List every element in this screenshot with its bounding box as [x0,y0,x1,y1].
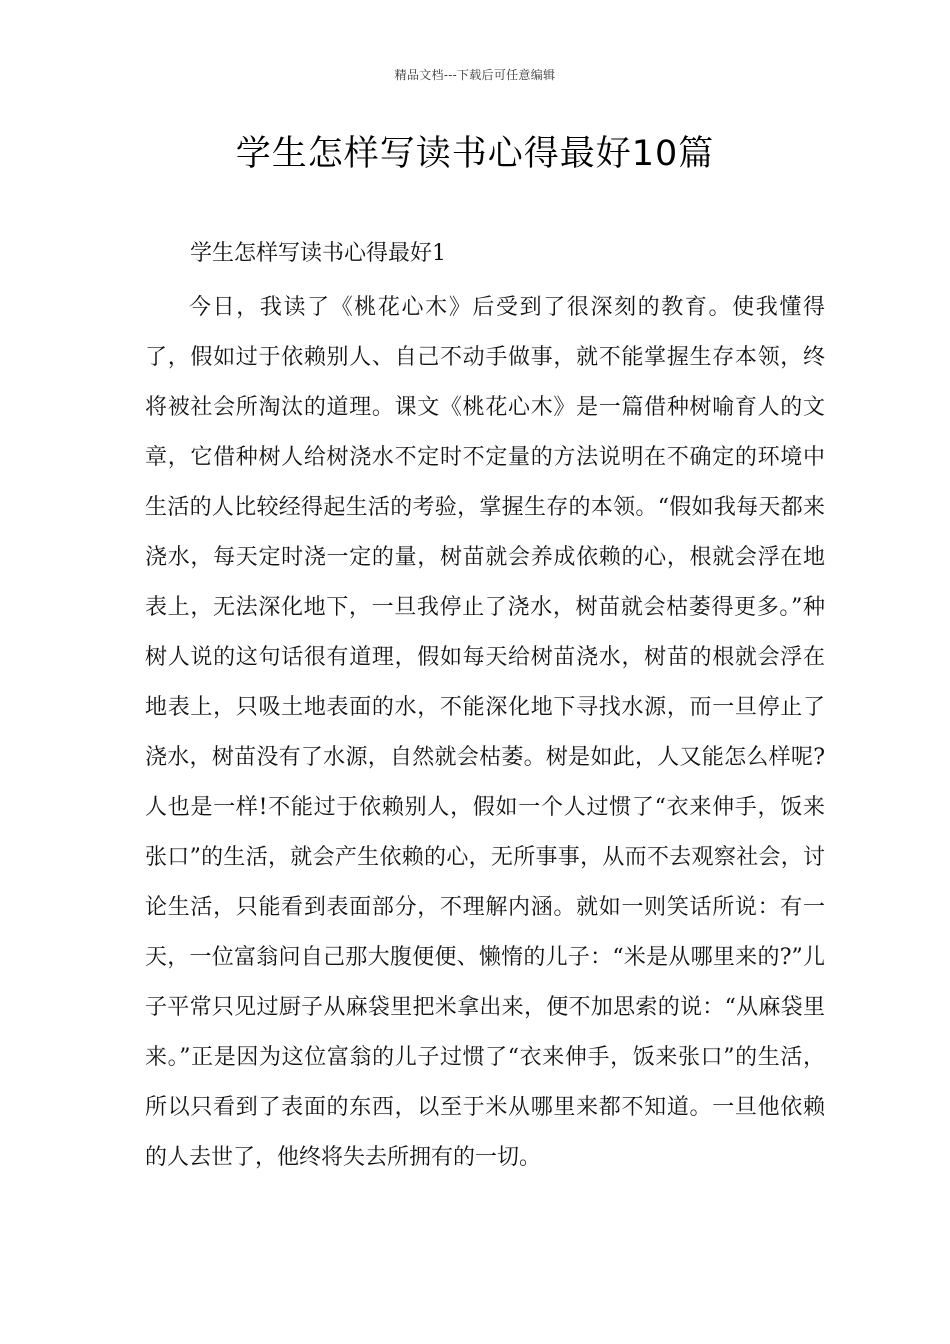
page-header: 精品文档---下载后可任意编辑 [394,68,556,82]
document-title: 学生怎样写读书心得最好10篇 [235,134,715,174]
body-paragraph: 今日，我读了《桃花心木》后受到了很深刻的教育。使我懂得了，假如过于依赖别人、自己不动手做事，就不能掌握生存本领，终将被社会所淘汰的道理。课文《桃花心木》是一篇借种树喻育人的文章，它借种树人给树浇水不定时不定量的方法说明在不确定的环境中生活的人比较经得起生活的考验，掌握生存的本领。“假如我每天都来浇水，每天定时浇一定的量，树苗就会养成依赖的心，根就会浮在地表上，无法深化地下，一旦我停止了浇水，树苗就会枯萎得更多。”种树人说的这句话很有道理，假如每天给树苗浇水，树苗的根就会浮在地表上，只吸土地表面的水，不能深化地下寻找水源，而一旦停止了浇水，树苗没有了水源，自然就会枯萎。树是如此，人又能怎么样呢?人也是一样!不能过于依赖别人，假如一个人过惯了“衣来伸手，饭来张口”的生活，就会产生依赖的心，无所事事，从而不去观察社会，讨论生活，只能看到表面部分，不理解内涵。就如一则笑话所说：有一天，一位富翁问自己那大腹便便、懒惰的儿子：“米是从哪里来的?”儿子平常只见过厨子从麻袋里把米拿出来，便不加思索的说：“从麻袋里来。”正是因为这位富翁的儿子过惯了“衣来伸手，饭来张口”的生活，所以只看到了表面的东西，以至于米从哪里来都不知道。一旦他依赖的人去世了，他终将失去所拥有的一切。 [145,295,825,1170]
section-heading: 学生怎样写读书心得最好1 [190,241,446,266]
